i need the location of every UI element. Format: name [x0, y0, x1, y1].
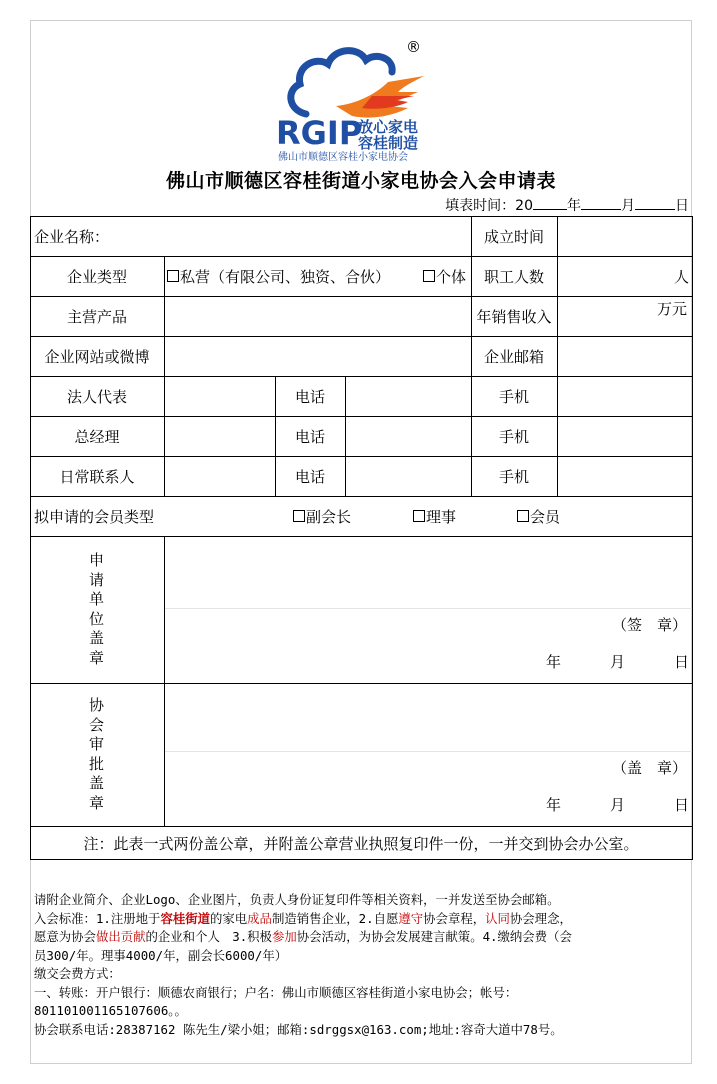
seal-char: 协 — [89, 696, 105, 714]
manager-phone-label: 电话 — [294, 427, 325, 446]
type-private-label: 私营（有限公司、独资、合伙） — [180, 267, 391, 286]
director-label: 理事 — [426, 507, 457, 526]
employees-unit: 人 — [674, 267, 690, 286]
seal-char: 章 — [89, 648, 105, 667]
seal-char: 盖 — [89, 774, 105, 792]
membership-notes — [34, 891, 689, 1039]
vice-president-label: 副会长 — [306, 507, 352, 526]
notes-line-3: 愿意为协会做出贡献的企业和个人 3.积极参加协会活动，为协会发展建言献策。4.缴纳会费（会 — [34, 929, 572, 944]
type-individual-label: 个体 — [436, 267, 467, 286]
notes-line-1: 请附企业简介、企业Logo、企业图片，负责人身份证复印件等相关资料，一并发送至协会邮箱。 — [34, 892, 560, 907]
association-sign-label: （盖 章） — [612, 758, 688, 777]
main-products-label: 主营产品 — [66, 307, 127, 326]
option-member[interactable] — [517, 496, 560, 536]
association-day: 日 — [674, 795, 690, 814]
legal-rep-phone-label: 电话 — [294, 387, 325, 406]
founded-label: 成立时间 — [483, 227, 544, 246]
contact-phone-label: 电话 — [294, 467, 325, 486]
annual-sales-label: 年销售收入 — [476, 307, 552, 326]
notes-line-6: 一、转账：开户银行：顺德农商银行；户名：佛山市顺德区容桂街道小家电协会；帐号： — [34, 984, 518, 1000]
seal-char: 申 — [89, 551, 105, 569]
applicant-day: 日 — [674, 652, 690, 671]
type-private-option[interactable] — [167, 256, 390, 296]
association-seal-area[interactable] — [165, 684, 691, 750]
option-director[interactable] — [413, 496, 456, 536]
brand-text: RGIP — [276, 114, 363, 152]
notes-line-8: 协会联系电话:28387162 陈先生/梁小姐；邮箱:sdrggsx@163.com;地址:容奇大道中78号。 — [34, 1021, 563, 1037]
applicant-seal-label — [89, 551, 104, 668]
seal-char: 单 — [89, 590, 105, 608]
member-checkbox[interactable] — [517, 510, 529, 522]
sales-unit: 万元 — [657, 299, 688, 318]
vice-president-checkbox[interactable] — [293, 510, 305, 522]
form-title: 佛山市顺德区容桂街道小家电协会入会申请表 — [165, 170, 556, 192]
founded-input[interactable] — [558, 217, 691, 256]
notes-line-5: 缴交会费方式： — [34, 966, 121, 981]
form-note: 注：此表一式两份盖公章，并附盖公章营业执照复印件一份，一并交到协会办公室。 — [83, 835, 639, 853]
seal-char: 盖 — [89, 629, 105, 647]
notes-line-4: 员300/年。理事4000/年，副会长6000/年） — [34, 947, 288, 963]
seal-char: 章 — [89, 793, 105, 812]
registered-mark: ® — [406, 38, 421, 56]
employees-label: 职工人数 — [483, 267, 544, 286]
individual-checkbox[interactable] — [423, 270, 435, 282]
member-type-label: 拟申请的会员类型 — [34, 507, 155, 526]
company-name-label: 企业名称： — [34, 227, 110, 246]
applicant-sign-label: （签 章） — [612, 615, 688, 634]
association-month: 月 — [610, 795, 626, 814]
director-checkbox[interactable] — [413, 510, 425, 522]
seal-char: 审 — [89, 735, 105, 753]
year-label: 年 — [567, 198, 581, 214]
month-label: 月 — [621, 198, 635, 214]
email-input[interactable] — [558, 337, 691, 376]
legal-rep-mobile-label: 手机 — [498, 387, 529, 406]
association-year: 年 — [546, 795, 562, 814]
legal-rep-label: 法人代表 — [66, 387, 127, 406]
website-input[interactable] — [165, 337, 470, 376]
notes-line-7: 801101001165107606。。 — [34, 1003, 187, 1018]
applicant-month: 月 — [610, 652, 626, 671]
manager-label: 总经理 — [74, 427, 120, 446]
notes-line-2: 入会标准：1.注册地于容桂街道的家电成品制造销售企业，2.自愿遵守协会章程，认同协会理念， — [34, 910, 572, 926]
option-vice-president[interactable] — [293, 496, 351, 536]
member-label: 会员 — [530, 507, 561, 526]
manager-mobile-label: 手机 — [498, 427, 529, 446]
contact-mobile-label: 手机 — [498, 467, 529, 486]
website-label: 企业网站或微博 — [44, 347, 150, 366]
day-label: 日 — [675, 198, 689, 214]
brand-slogan-2: 容桂制造 — [358, 134, 419, 152]
seal-char: 请 — [89, 570, 105, 589]
fill-time-label: 填表时间：20 — [445, 198, 533, 214]
main-products-input[interactable] — [165, 297, 470, 336]
private-checkbox[interactable] — [167, 270, 179, 282]
seal-char: 位 — [89, 609, 105, 628]
contact-label: 日常联系人 — [59, 467, 135, 486]
applicant-seal-area[interactable] — [165, 537, 691, 607]
brand-slogan-1: 放心家电 — [358, 118, 419, 136]
seal-char: 会 — [89, 715, 105, 734]
company-type-label: 企业类型 — [66, 267, 127, 286]
applicant-year: 年 — [546, 652, 562, 671]
email-label: 企业邮箱 — [483, 347, 544, 366]
association-seal-label — [89, 696, 104, 813]
logo-caption: 佛山市顺德区容桂小家电协会 — [278, 152, 408, 163]
seal-char: 批 — [89, 754, 105, 773]
type-individual-option[interactable] — [423, 256, 466, 296]
